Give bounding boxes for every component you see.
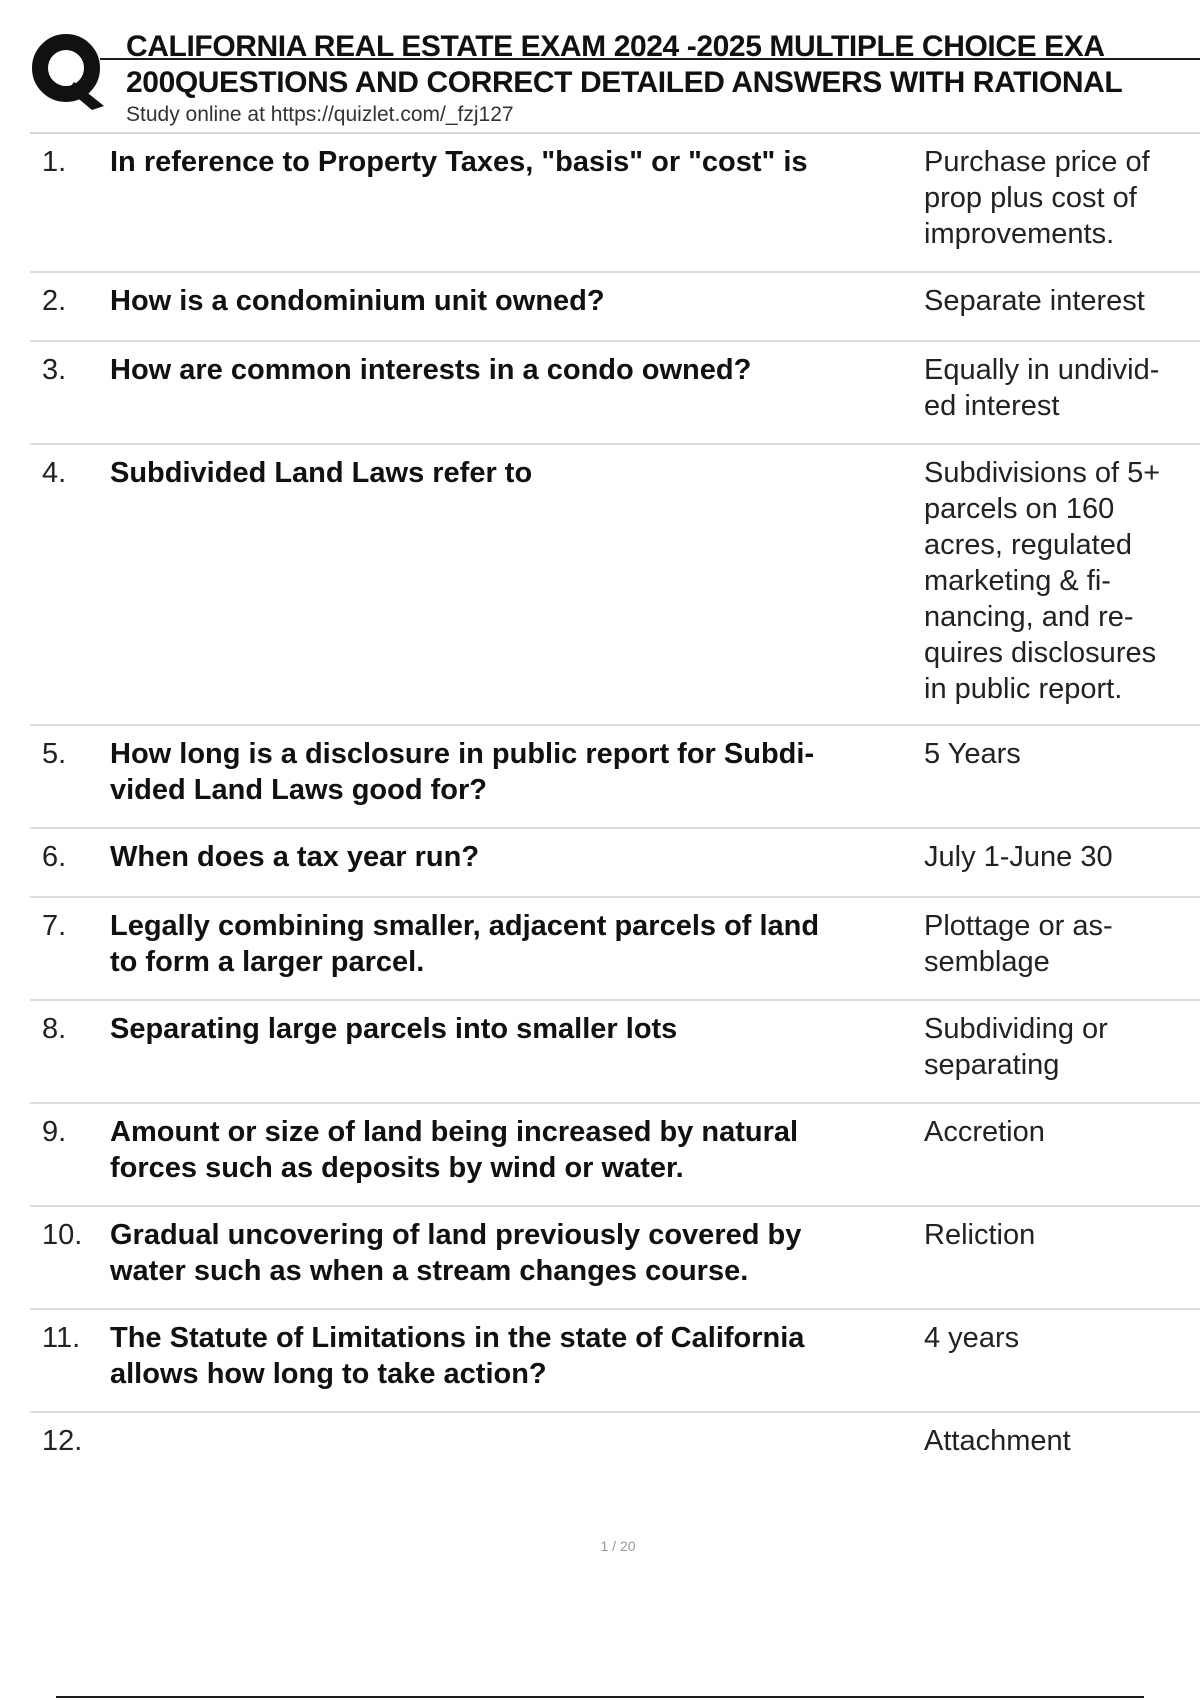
answer-text: July 1-June 30 [924,841,1113,873]
table-row [30,829,1200,898]
qa-table [30,132,1200,1493]
table-row [30,726,1200,829]
question-text: Amount or size of land being increased by natural forces such as deposits by wind or water. [110,1116,799,1184]
answer-text: Attachment [924,1425,1071,1457]
table-row [30,342,1200,445]
question-text [110,1423,924,1493]
table-row [30,273,1200,342]
quizlet-q-logo-icon [30,30,110,114]
answer-text: Subdividing or separating [924,1013,1108,1081]
question-text: The Statute of Limitations in the state of California allows how long to take action? [110,1322,805,1390]
question-number: 9. [42,1116,67,1148]
answer-text: Separate interest [924,285,1145,317]
document-title-line-1: CALIFORNIA REAL ESTATE EXAM 2024 -2025 MULTIPLE CHOICE EXA [126,30,1105,63]
question-number: 3. [42,354,67,386]
table-row [30,1207,1200,1310]
answer-text: Subdivisions of 5+ parcels on 160 acres, regulated marketing & fi- nancing, and re- quires disclosures in public report. [924,457,1161,705]
question-text: How are common interests in a condo owned? [110,354,752,386]
question-number: 4. [42,457,67,489]
question-number: 5. [42,738,67,770]
answer-text: 4 years [924,1322,1020,1354]
question-number: 8. [42,1013,67,1045]
table-row [30,1104,1200,1207]
answer-text: Plottage or as- semblage [924,910,1113,978]
question-text: In reference to Property Taxes, "basis" or "cost" is [110,146,808,178]
question-number: 10. [42,1219,83,1251]
answer-text: Reliction [924,1219,1036,1251]
document-title-line-2: 200QUESTIONS AND CORRECT DETAILED ANSWERS WITH RATIONAL [126,66,1123,99]
page-number: 1 / 20 [600,1538,636,1554]
question-number: 12. [42,1425,83,1457]
question-number: 1. [42,146,67,178]
answer-text: 5 Years [924,738,1021,770]
study-online-link[interactable]: Study online at https://quizlet.com/_fzj127 [126,103,514,126]
answer-text: Accretion [924,1116,1045,1148]
table-row [30,1001,1200,1104]
footer-rule [56,1696,1144,1698]
table-row [30,1413,1200,1493]
table-row [30,898,1200,1001]
question-number: 6. [42,841,67,873]
question-text: Legally combining smaller, adjacent parcels of land to form a larger parcel. [110,910,820,978]
document-header [0,0,1200,132]
question-text: Subdivided Land Laws refer to [110,457,533,489]
question-number: 11. [42,1322,81,1354]
answer-text: Equally in undivid- ed interest [924,354,1160,422]
question-text: How is a condominium unit owned? [110,285,605,317]
question-number: 2. [42,285,67,317]
question-number: 7. [42,910,67,942]
question-text: Gradual uncovering of land previously covered by water such as when a stream changes course. [110,1219,802,1287]
question-text: When does a tax year run? [110,841,480,873]
answer-text: Purchase price of prop plus cost of improvements. [924,146,1150,250]
table-row [30,134,1200,273]
question-text: Separating large parcels into smaller lots [110,1013,678,1045]
question-text: How long is a disclosure in public report for Subdi- vided Land Laws good for? [110,738,815,806]
table-row [30,1310,1200,1413]
table-row [30,445,1200,726]
